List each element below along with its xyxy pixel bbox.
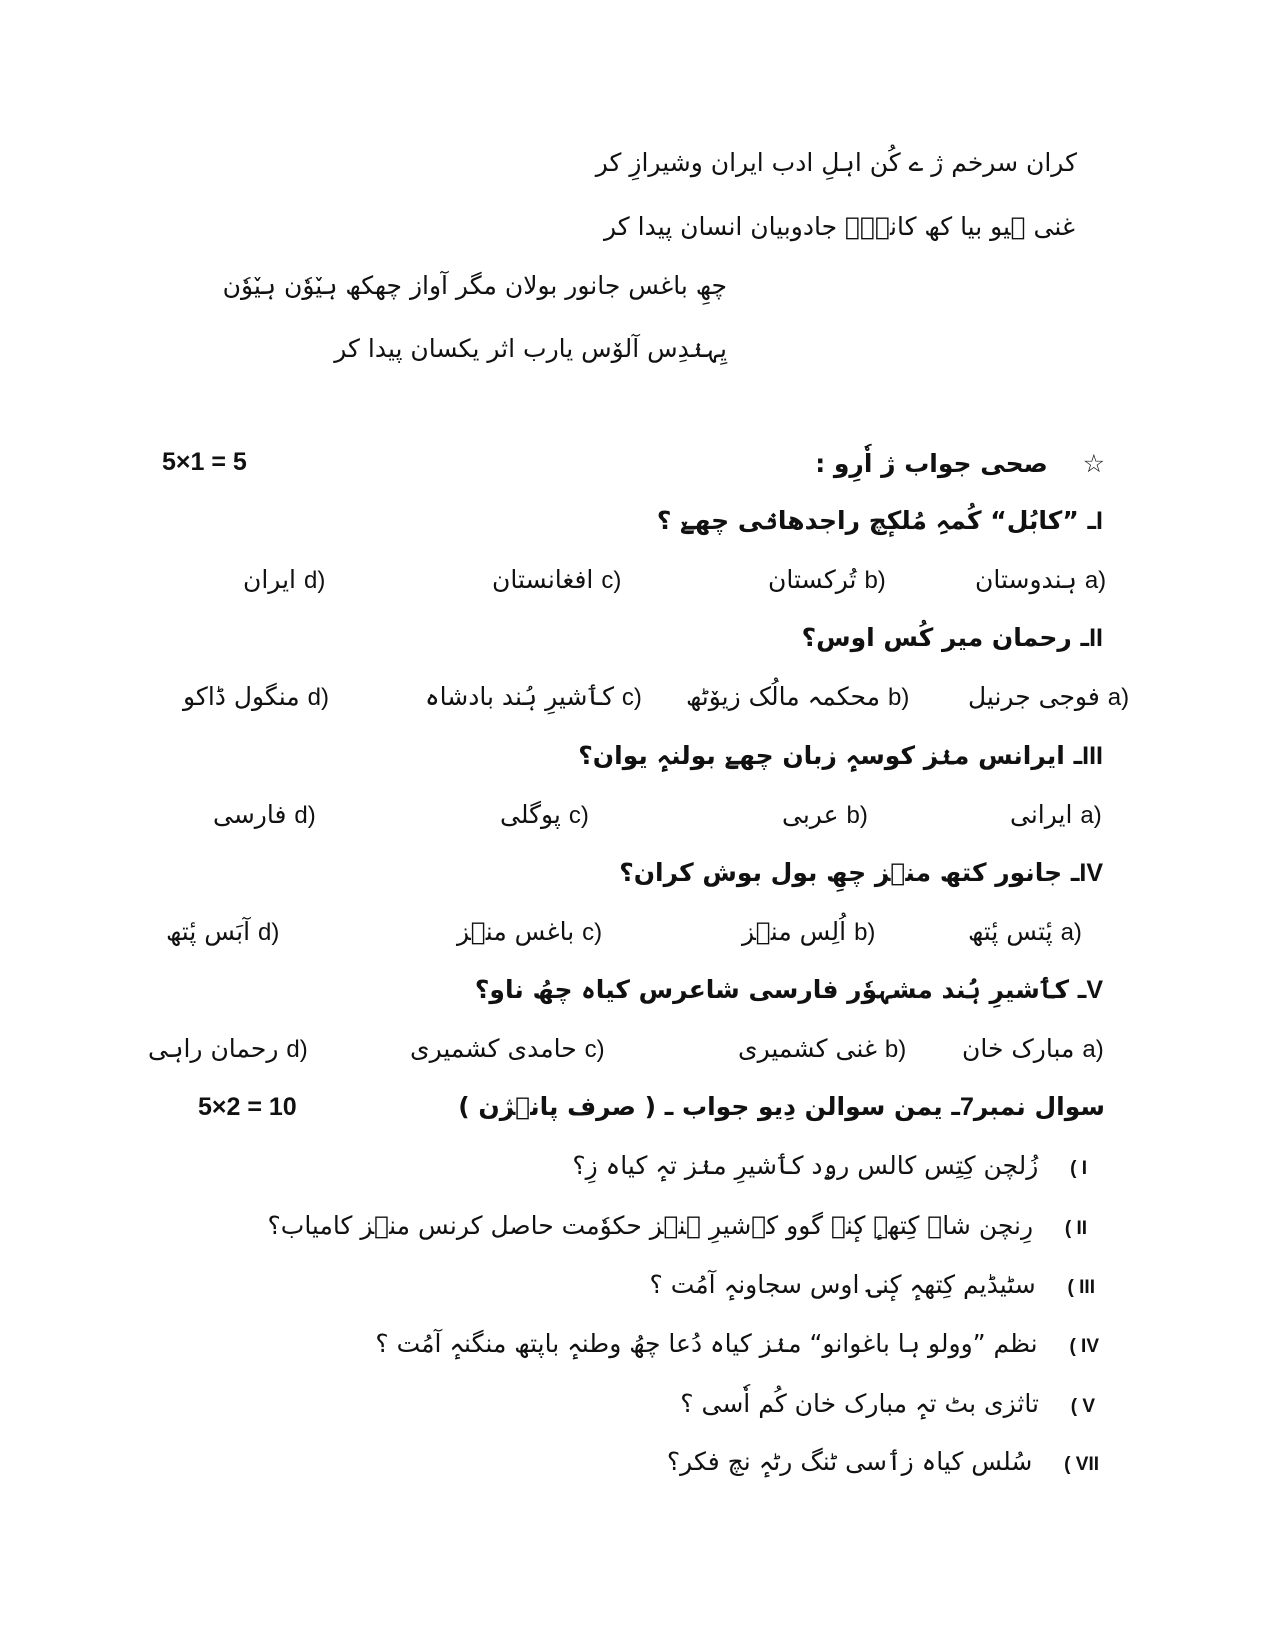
- mcq-instruction-row: [815, 446, 1105, 482]
- question-text: نظم ”وولو ہا باغوانو“ منٛز کیاہ دُعا چھُ وطنہٕ باپتھ منگنہٕ آمُت ؟: [375, 1329, 1038, 1358]
- question-number: I: [1096, 507, 1103, 535]
- option-text: عربی: [782, 800, 839, 829]
- question-number: II ): [1064, 1218, 1087, 1239]
- option-text: پوگلی: [500, 800, 561, 829]
- option-letter: c): [568, 802, 589, 829]
- question-text: رِنچن شاہ کِتھہٕ کٕنۍ گوو کٲشیرِ ہنٛز حکوٗمت حاصل کرنس منٛز کامیاب؟: [267, 1211, 1034, 1240]
- short-question-5: [680, 1386, 1095, 1425]
- question-separator: ـ: [1087, 506, 1097, 535]
- question-text: کٲشیرِ ہُند مشہوٗر فارسی شاعرس کیاہ چھُ ناو؟: [474, 975, 1070, 1004]
- option-letter: c): [584, 1036, 605, 1063]
- option-text: ایرانی: [1010, 800, 1073, 829]
- option-d: [148, 1031, 308, 1068]
- option-text: فارسی: [213, 800, 287, 829]
- option-d: [166, 914, 279, 951]
- option-b: [738, 1031, 906, 1068]
- question-number: II: [1089, 624, 1103, 652]
- question-text: سٹیڈیم کِتھہٕ کٕنۍ اوس سجاونہٕ آمُت ؟: [649, 1270, 1036, 1299]
- option-letter: a): [1080, 802, 1102, 829]
- short-question-2: [268, 1208, 1087, 1247]
- question-text: زُلچن کِتِس کالس رۄد کٲشیرِ منٛز تہٕ کیاہ زِ؟: [572, 1151, 1039, 1180]
- option-text: اُلِس منٛز: [742, 917, 847, 946]
- short-question-1: [572, 1148, 1087, 1187]
- option-text: حامدی کشمیری: [410, 1034, 577, 1063]
- option-a: [975, 562, 1106, 599]
- option-text: منگول ڈاکو: [183, 682, 300, 711]
- option-b: [686, 679, 909, 716]
- option-c: [500, 797, 589, 834]
- option-text: رحمان راہی: [148, 1034, 279, 1063]
- mcq-question-1: [657, 503, 1103, 539]
- option-text: کٲشیرِ ہُند بادشاہ: [425, 682, 614, 711]
- option-letter: a): [1082, 1036, 1104, 1063]
- question-separator: ـ: [1077, 975, 1087, 1004]
- short-section-title: [458, 1089, 1105, 1125]
- option-text: فوجی جرنیل: [968, 682, 1100, 711]
- short-marks: 5×2 = 10: [198, 1093, 297, 1121]
- option-letter: d): [294, 802, 316, 829]
- option-d: [183, 679, 329, 716]
- question-text: جانور کتھ منٛز چھِ بول بوش کران؟: [619, 858, 1063, 887]
- option-letter: b): [884, 1036, 907, 1063]
- option-letter: d): [257, 919, 280, 946]
- question-number: IV ): [1069, 1336, 1099, 1357]
- option-c: [492, 562, 621, 599]
- section-title-text: سوال نمبر: [973, 1092, 1105, 1121]
- question-separator: ـ: [1070, 858, 1080, 887]
- option-a: [962, 1031, 1104, 1068]
- mcq-instruction: صحی جواب ژ اٗرِو :: [815, 449, 1048, 478]
- question-text: سُلس کیاہ زٲسی ٹنگ رٹہٕ نچ فکر؟: [666, 1447, 1033, 1476]
- option-letter: d): [286, 1036, 308, 1063]
- option-b: [742, 914, 875, 951]
- option-text: محکمہ مالُک زیوٚٹھ: [686, 682, 881, 711]
- mcq-question-5: [475, 972, 1103, 1008]
- mcq-question-3: [578, 738, 1103, 774]
- option-letter: b): [887, 684, 910, 711]
- section-title-rest: ـ یمن سوالن دِیو جواب ـ ( صرف پانٛژن ): [458, 1092, 960, 1121]
- question-number: V ): [1070, 1396, 1095, 1417]
- option-letter: a): [1084, 567, 1107, 594]
- option-letter: b): [846, 802, 868, 829]
- option-b: [782, 797, 868, 834]
- option-text: مبارک خان: [962, 1034, 1075, 1063]
- option-text: غنی کشمیری: [738, 1034, 877, 1063]
- section-title-number: 7: [959, 1093, 974, 1121]
- poem-line-2: غنی ہیو بیا کھ کانٛہہ جادوبیان انسان پیدا کر: [604, 212, 1075, 241]
- short-question-6: [667, 1444, 1099, 1483]
- question-text: تاثزی بٹ تہٕ مبارک خان کُم اٗسی ؟: [680, 1389, 1039, 1418]
- option-c: [410, 1031, 605, 1068]
- option-letter: c): [582, 919, 603, 946]
- question-text: رحمان میر کُس اوس؟: [801, 623, 1072, 652]
- question-separator: ـ: [1073, 741, 1083, 770]
- short-question-3: [650, 1267, 1095, 1306]
- poem-line-1: کران سرخم ژ ے کُن اہلِ ادب ایران وشیرازِ کر: [595, 148, 1077, 177]
- question-text: ایرانس منٛز کوسہٕ زبان چھےٚ بولنہٕ یوان؟: [578, 741, 1065, 770]
- option-c: [425, 679, 642, 716]
- question-separator: ـ: [1080, 623, 1090, 652]
- mcq-question-2: [802, 620, 1103, 656]
- question-number: V: [1086, 976, 1103, 1004]
- option-text: ہندوستان: [975, 565, 1077, 594]
- option-letter: a): [1107, 684, 1130, 711]
- option-a: [968, 914, 1082, 951]
- option-a: [968, 679, 1129, 716]
- option-letter: c): [601, 567, 622, 594]
- option-letter: c): [621, 684, 642, 711]
- option-b: [768, 562, 886, 599]
- poem-line-3: چھِ باغس جانور بولان مگر آواز چھکھ ہیٚوٗن ہیٚوٗن: [222, 271, 727, 300]
- option-letter: d): [307, 684, 329, 711]
- option-letter: b): [864, 567, 886, 594]
- option-letter: d): [303, 567, 326, 594]
- option-letter: b): [854, 919, 876, 946]
- mcq-question-4: [619, 855, 1103, 891]
- option-d: [243, 562, 325, 599]
- question-number: I ): [1070, 1158, 1087, 1179]
- star-icon: ☆: [1082, 449, 1105, 478]
- option-text: آبَس پٔتھ: [166, 917, 251, 946]
- option-text: تُرکستان: [768, 565, 857, 594]
- short-question-4: [375, 1326, 1099, 1365]
- option-text: پٔتس پٔتھ: [968, 917, 1053, 946]
- question-number: IV: [1079, 859, 1103, 887]
- option-text: ایران: [243, 565, 297, 594]
- question-number: VII ): [1064, 1454, 1099, 1475]
- question-number: III: [1082, 742, 1103, 770]
- mcq-marks: 5×1 = 5: [162, 448, 247, 476]
- poem-line-4: یِہنٛدِس آلوٚس یارب اثر یکسان پیدا کر: [334, 334, 727, 363]
- question-number: III ): [1067, 1277, 1095, 1298]
- option-text: افغانستان: [492, 565, 594, 594]
- question-text: ”کابُل“ کُمہِ مُلکٕچ راجدھانٛی چھےٚ ؟: [656, 506, 1079, 535]
- option-c: [457, 914, 602, 951]
- option-a: [1010, 797, 1102, 834]
- option-text: باغس منٛز: [457, 917, 575, 946]
- option-d: [213, 797, 316, 834]
- option-letter: a): [1060, 919, 1082, 946]
